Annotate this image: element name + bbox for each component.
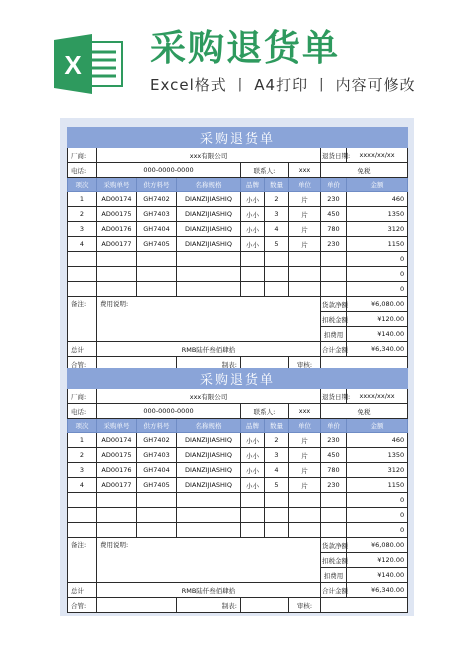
return-date-value: xxxx/xx/xx (347, 389, 408, 404)
cell-amount: 0 (347, 508, 408, 523)
cell-no: 3 (68, 463, 97, 478)
return-date-label: 退货日期: (321, 148, 347, 163)
phone-label: 电话: (68, 163, 97, 178)
vendor-label: 厂商: (68, 148, 97, 163)
col-header: 金额 (347, 178, 408, 192)
col-header: 品牌 (241, 419, 265, 433)
cell-unit: 片 (289, 448, 321, 463)
cell-amount: 460 (347, 433, 408, 448)
cell-po: AD00177 (97, 478, 137, 493)
cell-price: 230 (321, 237, 347, 252)
tax-label: 免税 (321, 404, 408, 419)
col-header: 单价 (321, 419, 347, 433)
total-label: 总计 (68, 583, 97, 598)
cell-name: DIANZIJIASHIQ (177, 237, 241, 252)
cell-price: 230 (321, 433, 347, 448)
cell-no: 2 (68, 207, 97, 222)
contact-value: xxx (289, 404, 321, 419)
cell-unit: 片 (289, 237, 321, 252)
table-row (68, 433, 408, 448)
deduct-fee-value: ¥140.00 (347, 327, 408, 342)
cell-qty: 2 (265, 433, 289, 448)
grand-total-value: ¥6,340.00 (347, 583, 408, 598)
cell-qty: 5 (265, 478, 289, 493)
total-words: RMB陆仟叁佰肆拾 (97, 342, 321, 357)
table-row (68, 207, 408, 222)
cell-price: 450 (321, 448, 347, 463)
grand-total-label: 合计金额 (321, 342, 347, 357)
cell-name: DIANZIJIASHIQ (177, 478, 241, 493)
grand-total-label: 合计金额 (321, 583, 347, 598)
cell-qty: 3 (265, 207, 289, 222)
deduct-tax-value: ¥120.00 (347, 312, 408, 327)
return-form-1 (67, 127, 408, 372)
return-date-value: xxxx/xx/xx (347, 148, 408, 163)
col-header: 供方料号 (137, 178, 177, 192)
deduct-tax-value: ¥120.00 (347, 553, 408, 568)
deduct-tax-label: 扣税金额 (321, 312, 347, 327)
cell-no: 1 (68, 433, 97, 448)
return-date-label: 退货日期: (321, 389, 347, 404)
cell-qty: 4 (265, 222, 289, 237)
cell-amount: 1150 (347, 478, 408, 493)
table-row (68, 508, 408, 523)
table-row (68, 448, 408, 463)
cell-qty: 4 (265, 463, 289, 478)
deduct-tax-label: 扣税金额 (321, 553, 347, 568)
col-header: 品牌 (241, 178, 265, 192)
phone-label: 电话: (68, 404, 97, 419)
phone-value: 000-0000-0000 (97, 163, 241, 178)
table-row (68, 192, 408, 207)
contact-label: 联系人: (241, 404, 289, 419)
col-header: 项次 (68, 419, 97, 433)
deduct-fee-label: 扣费用 (321, 568, 347, 583)
cell-po: AD00175 (97, 207, 137, 222)
cell-qty: 3 (265, 448, 289, 463)
col-header: 名称规格 (177, 419, 241, 433)
contact-value: xxx (289, 163, 321, 178)
cell-brand: 小小 (241, 237, 265, 252)
remark-label: 备注: (68, 538, 97, 583)
cell-po: AD00175 (97, 448, 137, 463)
table-row (68, 237, 408, 252)
cell-part: GH7405 (137, 478, 177, 493)
form-title: 采购退货单 (68, 128, 408, 148)
supervisor-label: 合管: (68, 357, 97, 372)
cell-amount: 3120 (347, 463, 408, 478)
cell-no: 3 (68, 222, 97, 237)
cell-unit: 片 (289, 207, 321, 222)
cell-po: AD00177 (97, 237, 137, 252)
col-header: 单价 (321, 178, 347, 192)
cell-amount: 1350 (347, 207, 408, 222)
form-title: 采购退货单 (68, 369, 408, 389)
col-header: 金额 (347, 419, 408, 433)
supervisor-label: 合管: (68, 598, 97, 613)
table-row (68, 267, 408, 282)
cell-brand: 小小 (241, 192, 265, 207)
vendor-value: xxx有限公司 (97, 148, 321, 163)
return-form-2 (67, 368, 408, 613)
cell-price: 230 (321, 192, 347, 207)
cell-amount: 0 (347, 267, 408, 282)
cell-name: DIANZIJIASHIQ (177, 433, 241, 448)
maker-label: 制表: (177, 357, 241, 372)
col-header: 数量 (265, 419, 289, 433)
cell-unit: 片 (289, 463, 321, 478)
total-words: RMB陆仟叁佰肆拾 (97, 583, 321, 598)
cell-name: DIANZIJIASHIQ (177, 463, 241, 478)
cell-brand: 小小 (241, 207, 265, 222)
table-row (68, 493, 408, 508)
cell-brand: 小小 (241, 448, 265, 463)
cell-amount: 3120 (347, 222, 408, 237)
col-header: 单位 (289, 419, 321, 433)
col-header: 数量 (265, 178, 289, 192)
total-label: 总计 (68, 342, 97, 357)
phone-value: 000-0000-0000 (97, 404, 241, 419)
cell-part: GH7405 (137, 237, 177, 252)
cell-part: GH7403 (137, 207, 177, 222)
refund-net-label: 货款净额 (321, 538, 347, 553)
cell-price: 230 (321, 478, 347, 493)
cell-qty: 2 (265, 192, 289, 207)
cell-unit: 片 (289, 192, 321, 207)
cell-po: AD00176 (97, 463, 137, 478)
col-header: 单位 (289, 178, 321, 192)
excel-icon (52, 34, 124, 94)
page-subtitle: Excel格式 丨 A4打印 丨 内容可修改 (150, 76, 416, 94)
cell-amount: 0 (347, 493, 408, 508)
tax-label: 免税 (321, 163, 408, 178)
table-row (68, 523, 408, 538)
col-header: 采购单号 (97, 178, 137, 192)
table-row (68, 282, 408, 297)
cell-amount: 0 (347, 282, 408, 297)
cell-brand: 小小 (241, 463, 265, 478)
cell-name: DIANZIJIASHIQ (177, 448, 241, 463)
cell-amount: 1350 (347, 448, 408, 463)
cell-brand: 小小 (241, 433, 265, 448)
cell-qty: 5 (265, 237, 289, 252)
refund-net-label: 货款净额 (321, 297, 347, 312)
cell-name: DIANZIJIASHIQ (177, 207, 241, 222)
cell-part: GH7404 (137, 222, 177, 237)
cell-name: DIANZIJIASHIQ (177, 222, 241, 237)
cell-unit: 片 (289, 478, 321, 493)
cell-part: GH7402 (137, 433, 177, 448)
contact-label: 联系人: (241, 163, 289, 178)
cell-price: 450 (321, 207, 347, 222)
cost-note-label: 费用说明: (97, 297, 321, 342)
vendor-value: xxx有限公司 (97, 389, 321, 404)
cell-unit: 片 (289, 433, 321, 448)
vendor-label: 厂商: (68, 389, 97, 404)
cell-part: GH7404 (137, 463, 177, 478)
cell-amount: 0 (347, 523, 408, 538)
col-header: 采购单号 (97, 419, 137, 433)
cell-name: DIANZIJIASHIQ (177, 192, 241, 207)
col-header: 名称规格 (177, 178, 241, 192)
cell-amount: 1150 (347, 237, 408, 252)
cell-no: 1 (68, 192, 97, 207)
table-row (68, 222, 408, 237)
cell-price: 780 (321, 222, 347, 237)
cell-no: 4 (68, 237, 97, 252)
col-header: 项次 (68, 178, 97, 192)
reviewer-label: 审核: (289, 598, 321, 613)
table-row (68, 478, 408, 493)
remark-label: 备注: (68, 297, 97, 342)
page-header (0, 0, 474, 118)
reviewer-label: 审核: (289, 357, 321, 372)
svg-text:X: X (64, 50, 82, 80)
maker-label: 制表: (177, 598, 241, 613)
cell-brand: 小小 (241, 478, 265, 493)
cell-price: 780 (321, 463, 347, 478)
refund-net-value: ¥6,080.00 (347, 538, 408, 553)
refund-net-value: ¥6,080.00 (347, 297, 408, 312)
grand-total-value: ¥6,340.00 (347, 342, 408, 357)
cell-part: GH7402 (137, 192, 177, 207)
cost-note-label: 费用说明: (97, 538, 321, 583)
table-row (68, 252, 408, 267)
cell-part: GH7403 (137, 448, 177, 463)
cell-amount: 0 (347, 252, 408, 267)
deduct-fee-value: ¥140.00 (347, 568, 408, 583)
table-row (68, 463, 408, 478)
page-title: 采购退货单 (150, 28, 341, 69)
cell-unit: 片 (289, 222, 321, 237)
cell-po: AD00174 (97, 192, 137, 207)
cell-no: 4 (68, 478, 97, 493)
col-header: 供方料号 (137, 419, 177, 433)
cell-amount: 460 (347, 192, 408, 207)
cell-po: AD00176 (97, 222, 137, 237)
cell-po: AD00174 (97, 433, 137, 448)
cell-brand: 小小 (241, 222, 265, 237)
cell-no: 2 (68, 448, 97, 463)
deduct-fee-label: 扣费用 (321, 327, 347, 342)
